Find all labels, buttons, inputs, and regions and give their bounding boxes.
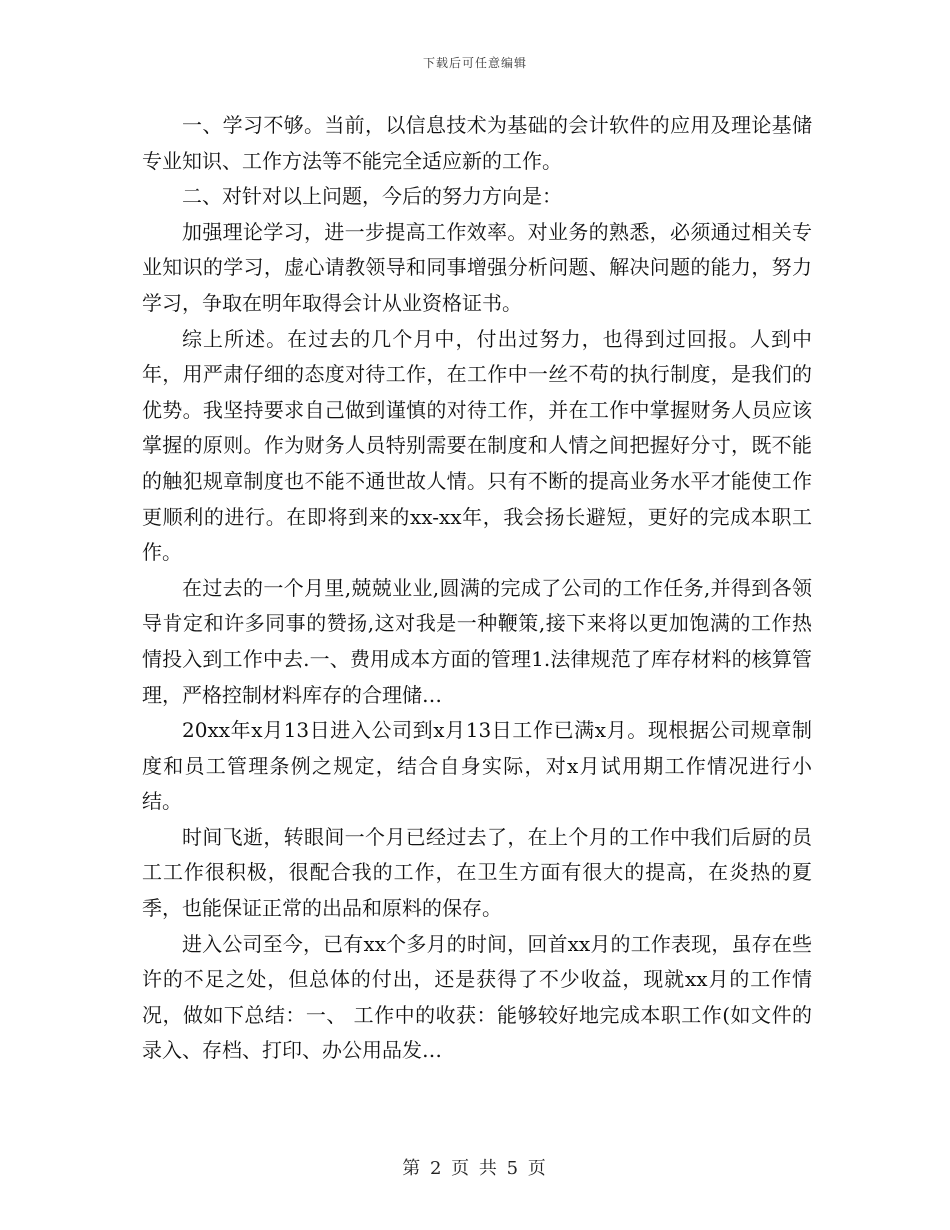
paragraph: 一、学习不够。当前，以信息技术为基础的会计软件的应用及理论基储专业知识、工作方法等不能完全适应新的工作。 — [142, 113, 812, 173]
paragraph: 时间飞逝，转眼间一个月已经过去了，在上个月的工作中我们后厨的员工工作很积极，很配合我的工作，在卫生方面有很大的提高，在炎热的夏季，也能保证正常的出品和原料的保存。 — [142, 824, 812, 921]
paragraph: 二、对针对以上问题，今后的努力方向是： — [182, 184, 562, 209]
paragraph: 进入公司至今，已有xx个多月的时间，回首xx月的工作表现，虽存在些许的不足之处，但总体的付出，还是获得了不少收益，现就xx月的工作情况，做如下总结：一、 工作中的收获：能够较好地完成本职工作(如文件的录入、存档、打印、办公用品发… — [142, 931, 812, 1063]
page-number: 第 2 页 共 5 页 — [402, 1158, 548, 1179]
paragraph: 综上所述。在过去的几个月中，付出过努力，也得到过回报。人到中年，用严肃仔细的态度对待工作，在工作中一丝不苟的执行制度，是我们的优势。我坚持要求自己做到谨慎的对待工作，并在工作中掌握财务人员应该掌握的原则。作为财务人员特别需要在制度和人情之间把握好分寸，既不能的触犯规章制度也不能不通世故人情。只有不断的提高业务水平才能使工作更顺利的进行。在即将到来的xx-xx年，我会扬长避短，更好的完成本职工作。 — [142, 326, 812, 565]
paragraph: 20xx年x月13日进入公司到x月13日工作已满x月。现根据公司规章制度和员工管理条例之规定，结合自身实际，对x月试用期工作情况进行小结。 — [142, 718, 812, 814]
paragraph: 加强理论学习，进一步提高工作效率。对业务的熟悉，必须通过相关专业知识的学习，虚心请教领导和同事增强分析问题、解决问题的能力，努力学习，争取在明年取得会计从业资格证书。 — [142, 219, 812, 315]
page-header-note: 下载后可任意编辑 — [422, 56, 527, 70]
paragraph: 在过去的一个月里,兢兢业业,圆满的完成了公司的工作任务,并得到各领导肯定和许多同事的赞扬,这对我是一种鞭策,接下来将以更加饱满的工作热情投入到工作中去.一、费用成本方面的管理1.法律规范了库存材料的核算管理，严格控制材料库存的合理储… — [142, 575, 812, 707]
document-body — [142, 108, 812, 1069]
